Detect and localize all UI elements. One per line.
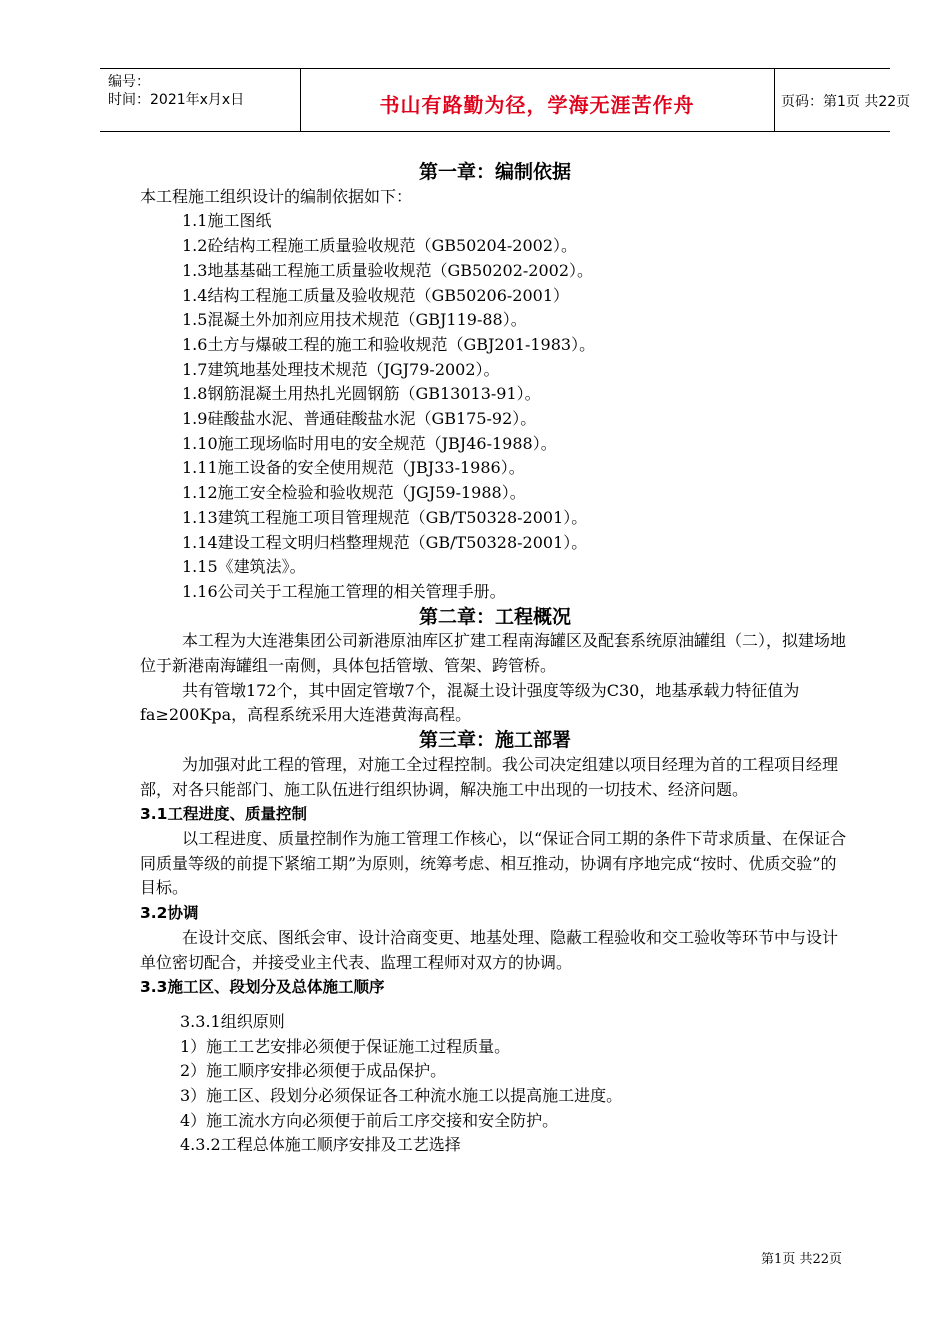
chapter1-intro: 本工程施工组织设计的编制依据如下：: [140, 186, 413, 206]
chapter2-paragraph-2: 共有管墩172个，其中固定管墩7个，混凝土设计强度等级为C30，地基承载力特征值为fa≥200Kpa，高程系统采用大连港黄海高程。: [140, 680, 800, 725]
header-page-cell: [775, 69, 911, 131]
subsection-3-3-1-title: 3.3.1组织原则: [180, 1011, 285, 1031]
section-3-2-text: 在设计交底、图纸会审、设计洽商变更、地基处理、隐蔽工程验收和交工验收等环节中与设计单位密切配合，并接受业主代表、监理工程师对双方的协调。: [140, 927, 839, 972]
basis-item: 1.5混凝土外加剂应用技术规范（GBJ119-88）。: [182, 310, 527, 330]
header-page-label: 页码：第1页 共22页: [781, 94, 911, 110]
subsection-4-3-2-title: 4.3.2工程总体施工顺序安排及工艺选择: [180, 1135, 461, 1155]
basis-item: 1.14建设工程文明归档整理规范（GB/T50328-2001）。: [182, 532, 588, 552]
basis-item: 1.13建筑工程施工项目管理规范（GB/T50328-2001）。: [182, 507, 588, 527]
basis-item: 1.2砼结构工程施工质量验收规范（GB50204-2002）。: [182, 236, 578, 256]
basis-item: 1.6土方与爆破工程的施工和验收规范（GBJ201-1983）。: [182, 334, 596, 354]
basis-item: 1.4结构工程施工质量及验收规范（GB50206-2001）: [182, 285, 570, 305]
principle-item: 4）施工流水方向必须便于前后工序交接和安全防护。: [180, 1110, 559, 1130]
basis-item: 1.7建筑地基处理技术规范（JGJ79-2002）。: [182, 359, 500, 379]
document-time-label: 时间：2021年x月x日: [108, 92, 245, 108]
section-3-2-title: 3.2协调: [140, 904, 199, 923]
basis-item: 1.16公司关于工程施工管理的相关管理手册。: [182, 581, 506, 601]
section-3-1-title: 3.1工程进度、质量控制: [140, 805, 307, 824]
basis-item: 1.1施工图纸: [182, 211, 272, 231]
chapter1-title: 第一章：编制依据: [418, 161, 571, 183]
basis-item: 1.11施工设备的安全使用规范（JBJ33-1986）。: [182, 458, 525, 478]
section-3-3-title: 3.3施工区、段划分及总体施工顺序: [140, 978, 385, 997]
chapter3-title: 第三章：施工部署: [418, 729, 571, 752]
basis-item: 1.12施工安全检验和验收规范（JGJ59-1988）。: [182, 483, 526, 503]
principle-item: 1）施工工艺安排必须便于保证施工过程质量。: [180, 1036, 511, 1056]
page-header: [100, 68, 911, 132]
spacer: [140, 1000, 850, 1010]
chapter2-title: 第二章：工程概况: [418, 605, 571, 628]
header-left-cell: [100, 69, 301, 131]
basis-item: 1.8钢筋混凝土用热扎光圆钢筋（GB13013-91）。: [182, 384, 541, 404]
header-motto: 书山有路勤为径，学海无涯苦作舟: [379, 93, 695, 117]
principle-item: 3）施工区、段划分必须保证各工种流水施工以提高施工进度。: [180, 1086, 623, 1106]
header-motto-cell: [300, 69, 775, 131]
chapter3-paragraph-1: 为加强对此工程的管理，对施工全过程控制。我公司决定组建以项目经理为首的工程项目经理部，对各只能部门、施工队伍进行组织协调，解决施工中出现的一切技术、经济问题。: [140, 754, 839, 799]
principle-item: 2）施工顺序安排必须便于成品保护。: [180, 1061, 447, 1081]
basis-item: 1.3地基基础工程施工质量验收规范（GB50202-2002）。: [182, 260, 594, 280]
document-number-label: 编号：: [108, 74, 150, 90]
basis-item: 1.10施工现场临时用电的安全规范（JBJ46-1988）。: [182, 433, 557, 453]
basis-item: 1.9硅酸盐水泥、普通硅酸盐水泥（GB175-92）。: [182, 409, 537, 429]
document-body: [140, 160, 850, 1158]
section-3-1-text: 以工程进度、质量控制作为施工管理工作核心，以“保证合同工期的条件下苛求质量、在保证合同质量等级的前提下紧缩工期”为原则，统筹考虑、相互推动，协调有序地完成“按时、优质交验”的目标。: [140, 828, 847, 898]
chapter2-paragraph-1: 本工程为大连港集团公司新港原油库区扩建工程南海罐区及配套系统原油罐组（二），拟建场地位于新港南海罐组一南侧，具体包括管墩、管架、跨管桥。: [140, 631, 847, 676]
basis-item: 1.15《建筑法》。: [182, 557, 306, 577]
page-footer: 第1页 共22页: [761, 1252, 842, 1267]
